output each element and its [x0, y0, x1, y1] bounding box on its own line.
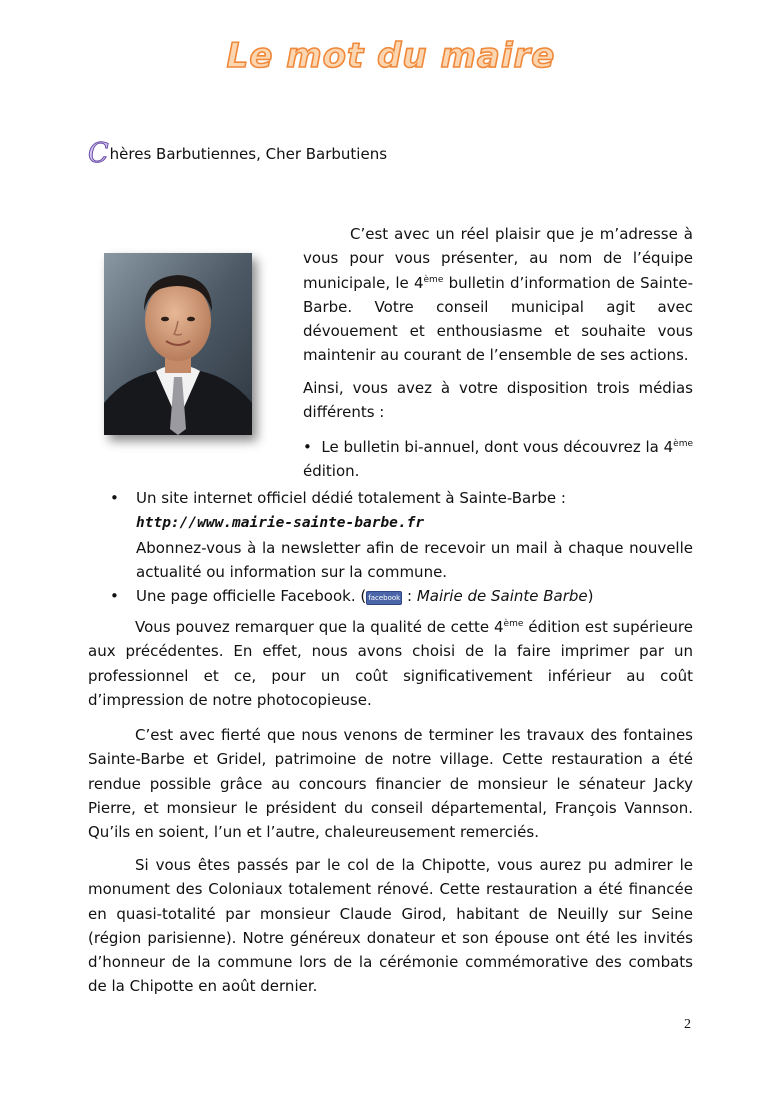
website-link[interactable]: http://www.mairie-sainte-barbe.fr — [136, 515, 425, 532]
page-title: Le mot du maire — [226, 36, 556, 76]
paragraph-chipotte: Si vous êtes passés par le col de la Chipotte, vous aurez pu admirer le monument des Coloniaux totalement rénové. Cette restauration a été financée en quasi-totalité par monsieur Claude Girod, habitant de Neuilly sur Seine (région parisienne). Notre généreux donateur et son épouse ont été les invités d’honneur de la commune lors de la cérémonie commémorative des combats de la Chipotte en août dernier. — [88, 856, 693, 996]
facebook-icon: facebook — [366, 591, 402, 605]
page-number: 2 — [684, 1017, 691, 1032]
paragraph-fontaines: C’est avec fierté que nous venons de terminer les travaux des fontaines Sainte-Barbe et Gridel, patrimoine de notre village. Cette restauration a été rendue possible grâce au concours financier de monsieur le sénateur Jacky Pierre, et monsieur le président du conseil départemental, François Vannson. Qu’ils en soient, l’un et l’autre, chaleureusement remerciés. — [88, 726, 693, 842]
greeting — [88, 138, 388, 169]
mayor-photo — [104, 253, 252, 435]
drop-cap-initial: C — [88, 138, 109, 169]
bullet-website: • Un site internet officiel dédié totalement à Sainte-Barbe : http://www.mairie-sainte-barbe.fr Abonnez-vous à la newsletter afin de recevoir un mail à chaque nouvelle actualité ou information sur la commune. — [110, 489, 693, 581]
intro-paragraph: C’est avec un réel plaisir que je m’adresse à vous pour vous présenter, au nom de l’équipe municipale, le 4ème bulletin d’information de Sainte-Barbe. Votre conseil municipal agit avec dévouement et enthousiasme et souhaite vous maintenir au courant de l’ensemble de ses actions. — [303, 225, 693, 365]
paragraph-quality: Vous pouvez remarquer que la qualité de cette 4ème édition est supérieure aux précédentes. En effet, nous avons choisi de la faire imprimer par un professionnel et ce, pour un coût significativement inférieur au coût d’impression de notre photocopieuse. — [88, 618, 693, 709]
medias-intro: Ainsi, vous avez à votre disposition trois médias différents : — [303, 379, 693, 422]
facebook-page-name: Mairie de Sainte Barbe — [416, 587, 588, 606]
media-list — [110, 486, 693, 608]
mayor-portrait-illustration — [104, 253, 252, 435]
bullet-facebook: • Une page officielle Facebook. ( facebook : Mairie de Sainte Barbe) — [110, 587, 594, 606]
newsletter-text: Abonnez-vous à la newsletter afin de recevoir un mail à chaque nouvelle actualité ou information sur la commune. — [136, 538, 693, 581]
bullet-bulletin: • Le bulletin bi-annuel, dont vous découvrez la 4ème édition. — [303, 438, 693, 481]
greeting-text: hères Barbutiennes, Cher Barbutiens — [109, 145, 388, 163]
